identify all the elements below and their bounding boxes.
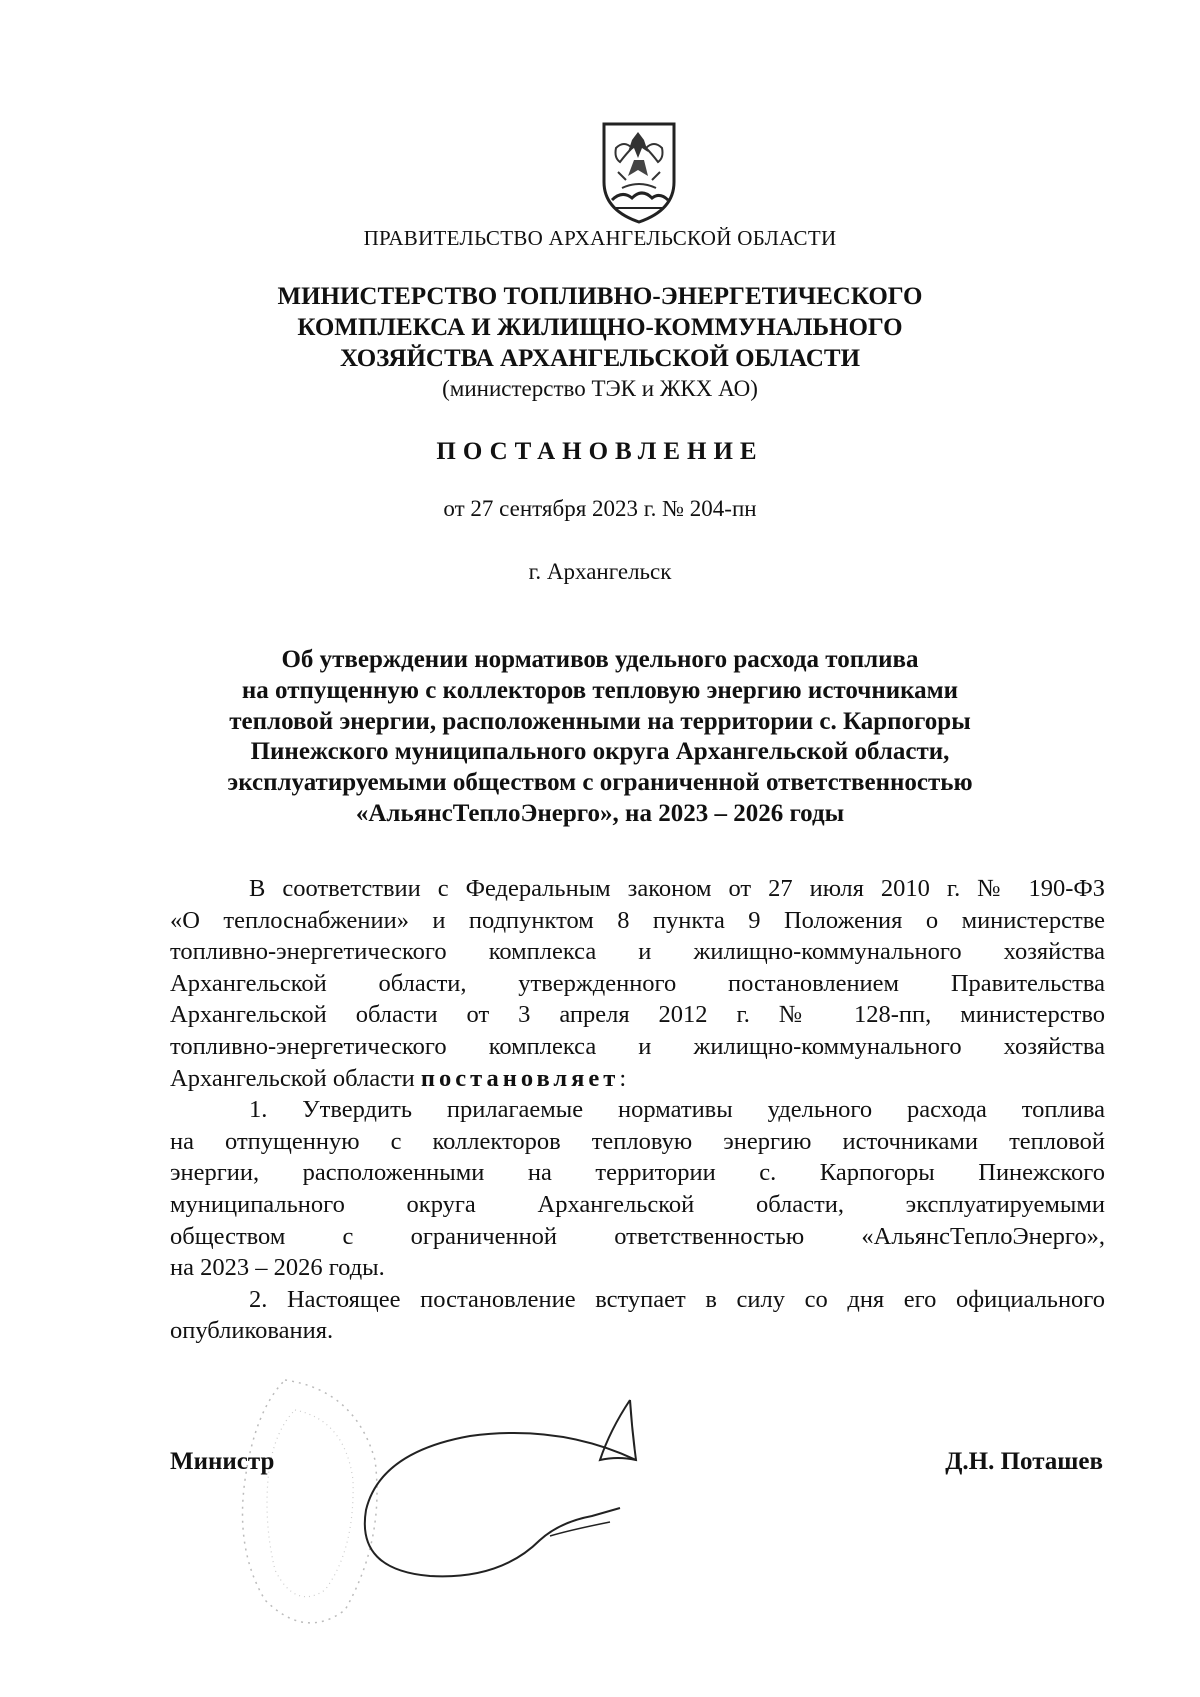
body-line: В соответствии с Федеральным законом от 27 июля 2010 г. № 190-ФЗ xyxy=(249,875,1105,902)
body-line: Архангельской области, утвержденного постановлением Правительства xyxy=(170,969,1105,997)
body-line: топливно-энергетического комплекса и жилищно-коммунального хозяйства xyxy=(170,938,1105,966)
body-line: Архангельской области от 3 апреля 2012 г. № 128-пп, министерство xyxy=(170,1001,1105,1029)
preamble-last-text: Архангельской области xyxy=(170,1064,421,1092)
document-title xyxy=(0,645,1200,830)
preamble-paragraph xyxy=(170,873,1105,1094)
government-name: ПРАВИТЕЛЬСТВО АРХАНГЕЛЬСКОЙ ОБЛАСТИ xyxy=(363,226,837,250)
document-type: ПОСТАНОВЛЕНИЕ xyxy=(436,438,764,465)
body-line: на 2023 – 2026 годы. xyxy=(170,1254,385,1282)
resolves-word: постановляет xyxy=(420,1064,620,1092)
ministry-line: ХОЗЯЙСТВА АРХАНГЕЛЬСКОЙ ОБЛАСТИ xyxy=(339,345,861,372)
body-line: на отпущенную с коллекторов тепловую энергию источниками тепловой xyxy=(170,1127,1105,1155)
handwritten-signature-icon xyxy=(360,1390,700,1590)
body-line xyxy=(170,1063,1105,1095)
signer-name: Д.Н. Поташев xyxy=(945,1448,1103,1475)
body-line: обществом с ограниченной ответственностью «АльянсТеплоЭнерго», xyxy=(170,1222,1105,1250)
body-line: энергии, расположенными на территории с. Карпогоры Пинежского xyxy=(170,1159,1105,1187)
title-line: эксплуатируемыми обществом с ограниченной ответственностью xyxy=(227,769,973,797)
document-city: г. Архангельск xyxy=(528,559,672,584)
title-line: на отпущенную с коллекторов тепловую энергию источниками xyxy=(241,676,959,704)
item-paragraph-2 xyxy=(170,1284,1105,1347)
resolves-suffix: : xyxy=(619,1064,627,1092)
body-line: топливно-энергетического комплекса и жилищно-коммунального хозяйства xyxy=(170,1032,1105,1060)
item-paragraph-1 xyxy=(170,1094,1105,1284)
body-line: 1. Утвердить прилагаемые нормативы удельного расхода топлива xyxy=(249,1096,1105,1124)
title-line: Об утверждении нормативов удельного расхода топлива xyxy=(281,646,919,673)
title-line: «АльянсТеплоЭнерго», на 2023 – 2026 годы xyxy=(355,799,845,827)
title-line: Пинежского муниципального округа Архангельской области, xyxy=(250,738,950,766)
title-line: тепловой энергии, расположенными на территории с. Карпогоры xyxy=(229,707,971,735)
coat-of-arms-icon xyxy=(598,118,680,226)
body-line: опубликования. xyxy=(170,1317,334,1345)
body-line: 2. Настоящее постановление вступает в силу со дня его официального xyxy=(249,1285,1105,1313)
document-body xyxy=(170,873,1105,1347)
ministry-line: МИНИСТЕРСТВО ТОПЛИВНО-ЭНЕРГЕТИЧЕСКОГО xyxy=(277,283,923,310)
ministry-name xyxy=(0,281,1200,374)
body-line: муниципального округа Архангельской области, эксплуатируемыми xyxy=(170,1190,1105,1218)
ministry-short-name: (министерство ТЭК и ЖКХ АО) xyxy=(442,376,758,401)
ministry-line: КОМПЛЕКСА И ЖИЛИЩНО-КОММУНАЛЬНОГО xyxy=(297,314,903,341)
body-line: «О теплоснабжении» и подпунктом 8 пункта 9 Положения о министерстве xyxy=(170,906,1105,934)
signer-role: Министр xyxy=(170,1448,275,1475)
document-date-number: от 27 сентября 2023 г. № 204-пн xyxy=(443,496,757,521)
